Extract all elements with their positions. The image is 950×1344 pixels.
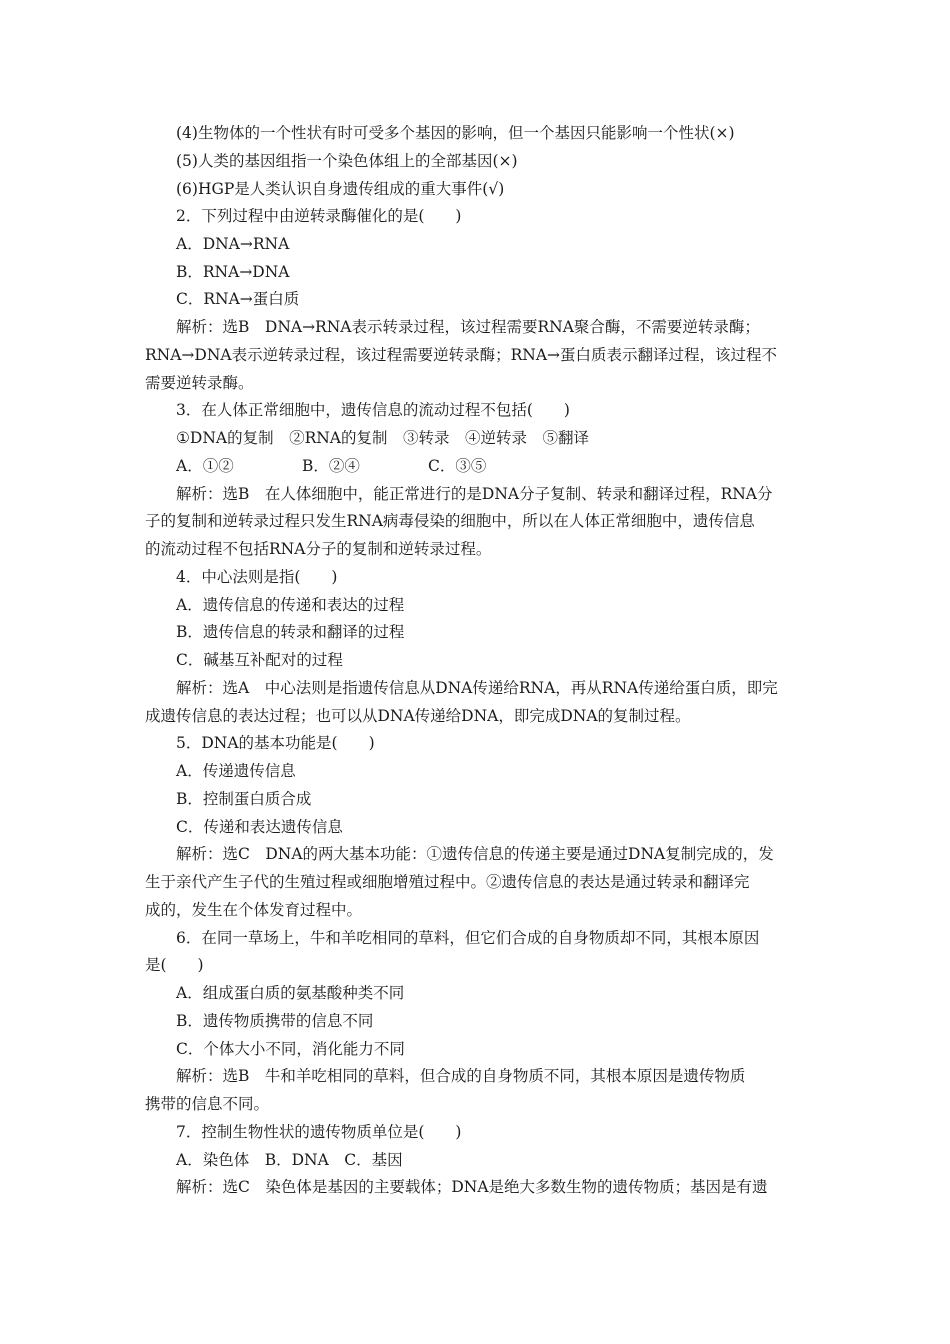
q5-option-c: C．传递和表达遗传信息 bbox=[176, 818, 343, 836]
q2-analysis: 解析：选B DNA→RNA表示转录过程，该过程需要RNA聚合酶，不需要逆转录酶； bbox=[176, 318, 760, 336]
q6-option-c: C．个体大小不同，消化能力不同 bbox=[176, 1040, 405, 1058]
question-6: 6．在同一草场上，牛和羊吃相同的草料，但它们合成的自身物质却不同，其根本原因 bbox=[176, 929, 760, 947]
q3-option-b: B．②④ bbox=[302, 457, 360, 475]
q5-analysis-cont: 成的，发生在个体发育过程中。 bbox=[145, 901, 363, 919]
q5-option-b: B．控制蛋白质合成 bbox=[176, 790, 312, 808]
q3-options bbox=[176, 456, 846, 476]
q3-analysis-cont: 子的复制和逆转录过程只发生RNA病毒侵染的细胞中，所以在人体正常细胞中，遗传信息 bbox=[145, 512, 755, 530]
q4-analysis-cont: 成遗传信息的表达过程；也可以从DNA传递给DNA，即完成DNA的复制过程。 bbox=[145, 707, 691, 725]
q3-option-c: C．③⑤ bbox=[428, 457, 487, 475]
q4-option-b: B．遗传信息的转录和翻译的过程 bbox=[176, 623, 405, 641]
q2-analysis-cont: RNA→DNA表示逆转录过程，该过程需要逆转录酶；RNA→蛋白质表示翻译过程，该过程不 bbox=[145, 346, 778, 364]
statement-4: (4)生物体的一个性状有时可受多个基因的影响，但一个基因只能影响一个性状(×) bbox=[176, 124, 735, 142]
q5-option-a: A．传递遗传信息 bbox=[176, 762, 296, 780]
q3-items: ①DNA的复制 ②RNA的复制 ③转录 ④逆转录 ⑤翻译 bbox=[176, 429, 590, 447]
question-7: 7．控制生物性状的遗传物质单位是( ) bbox=[176, 1123, 462, 1141]
q2-option-c: C．RNA→蛋白质 bbox=[176, 290, 300, 308]
question-2: 2．下列过程中由逆转录酶催化的是( ) bbox=[176, 207, 462, 225]
statement-6: (6)HGP是人类认识自身遗传组成的重大事件(√) bbox=[176, 180, 505, 198]
q4-option-a: A．遗传信息的传递和表达的过程 bbox=[176, 596, 405, 614]
q2-option-b: B．RNA→DNA bbox=[176, 263, 290, 281]
q5-analysis-cont: 生于亲代产生子代的生殖过程或细胞增殖过程中。②遗传信息的表达是通过转录和翻译完 bbox=[145, 873, 750, 891]
q2-option-a: A．DNA→RNA bbox=[176, 235, 290, 253]
q3-analysis-cont: 的流动过程不包括RNA分子的复制和逆转录过程。 bbox=[145, 540, 492, 558]
question-6-cont: 是( ) bbox=[145, 956, 204, 974]
q7-options: A．染色体 B．DNA C．基因 bbox=[176, 1151, 403, 1169]
statement-5: (5)人类的基因组指一个染色体组上的全部基因(×) bbox=[176, 152, 518, 170]
q5-analysis: 解析：选C DNA的两大基本功能：①遗传信息的传递主要是通过DNA复制完成的，发 bbox=[176, 845, 774, 863]
q3-option-a: A．①② bbox=[176, 457, 234, 475]
q6-analysis: 解析：选B 牛和羊吃相同的草料，但合成的自身物质不同，其根本原因是遗传物质 bbox=[176, 1067, 746, 1085]
q3-analysis: 解析：选B 在人体细胞中，能正常进行的是DNA分子复制、转录和翻译过程，RNA分 bbox=[176, 485, 773, 503]
question-4: 4．中心法则是指( ) bbox=[176, 568, 338, 586]
q6-option-b: B．遗传物质携带的信息不同 bbox=[176, 1012, 374, 1030]
question-5: 5．DNA的基本功能是( ) bbox=[176, 734, 375, 752]
q2-analysis-cont: 需要逆转录酶。 bbox=[145, 374, 254, 392]
q7-analysis: 解析：选C 染色体是基因的主要载体；DNA是绝大多数生物的遗传物质；基因是有遗 bbox=[176, 1178, 768, 1196]
question-3: 3．在人体正常细胞中，遗传信息的流动过程不包括( ) bbox=[176, 401, 570, 419]
q6-analysis-cont: 携带的信息不同。 bbox=[145, 1095, 270, 1113]
q4-analysis: 解析：选A 中心法则是指遗传信息从DNA传递给RNA，再从RNA传递给蛋白质，即完 bbox=[176, 679, 778, 697]
q4-option-c: C．碱基互补配对的过程 bbox=[176, 651, 343, 669]
q6-option-a: A．组成蛋白质的氨基酸种类不同 bbox=[176, 984, 405, 1002]
